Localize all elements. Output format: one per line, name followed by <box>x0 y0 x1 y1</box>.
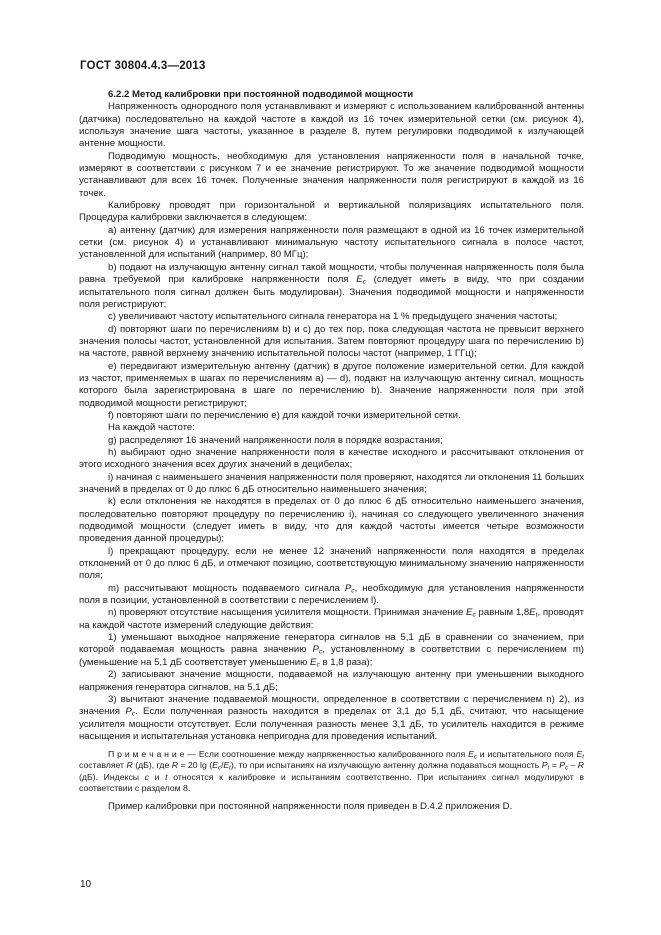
list-item-h: h) выбирают одно значение напряженности поля в качестве исходного и рассчитывают отклонения от этого исходного значения всех других значений в децибелах; <box>79 446 584 471</box>
list-item-c: с) увеличивают частоту испытательного сигнала генератора на 1 % предыдущего значения частоты; <box>108 311 558 323</box>
list-item-m: m) рассчитывают мощность подаваемого сигнала $P_c$, необходимую для установления напряженности поля в позиции, установленной в соответствии с перечислением l). <box>79 582 584 607</box>
list-item-d: d) повторяют шаги по перечислениям b) и c) до тех пор, пока следующая частота не превысит верхнего значения полосы частот, установленной для испытания. Затем повторяют процедуру шага по перечислению b) на частоте, равной верхнему значению испытательной полосы частот (например, 1 ГГц); <box>79 323 584 360</box>
document-header: ГОСТ 30804.4.3—2013 <box>80 60 206 72</box>
list-item-e: е) передвигают измерительную антенну (датчик) в другое положение измерительной сетки. Для каждой из частот, применяемых в шагах по перечислениям а) — d), подают на излучающую антенну сигнал, мощность которого была зарегистрирована в шаге по перечислению b). Значение напряженности поля при этой подводимой мощности регистрируют; <box>79 360 584 409</box>
note-label: П р и м е ч а н и е <box>108 749 185 760</box>
page-number: 10 <box>80 879 92 890</box>
list-item-l: l) прекращают процедуру, если не менее 12 значений напряженности поля находятся в пределах отклонений от 0 до плюс 6 дБ, и отмечают позицию, соответствующую минимальному значению напряженности поля; <box>79 545 584 582</box>
list-item-n: n) проверяют отсутствие насыщения усилителя мощности. Принимая значение $E_c$ равным $1,8E_t$, проводят на каждой частоте измерений следующие действия: <box>79 607 584 631</box>
list-item-b: b) подают на излучающую антенну сигнал такой мощности, чтобы полученная напряженность поля была равна требуемой при калибровке напряженности поля $E_c$ (следует иметь в виду, что при создании испытательного поля сигнал должен быть модулирован). Значения подводимой мощности и напряженности поля регистрируют; <box>79 261 585 310</box>
paragraph-1: Напряженность однородного поля устанавливают и измеряют с использованием калиброванной антенны (датчика) последовательно на каждой частоте в каждой из 16 точек измерительной сетки (см. рисунок 4), используя значение шага частоты, указанное в разделе 8, путем регулировки подводимой к излучающей антенне мощности. <box>79 101 584 150</box>
section-title: 6.2.2 Метод калибровки при постоянной подводимой мощности <box>108 89 414 100</box>
at-each-frequency: На каждой частоте: <box>108 422 195 434</box>
note: П р и м е ч а н и е — Если соотношение между напряженностью калиброванного поля $E_c$ и испытательного поля $E_t$ составляет R (дБ), где R = 20 $\lg (E_c/E_t)$, то при испытаниях на излучающую антенну должна подаваться мощность $P_t = P_c - R$ (дБ). Индексы c и t относятся к калибровке и испытаниям соответственно. При испытаниях сигнал модулируют в соответствии с разделом 8. <box>79 749 585 793</box>
list-item-a: а) антенну (датчик) для измерения напряженности поля размещают в одной из 16 точек измерительной сетки (см. рисунок 4) и устанавливают минимальную частоту испытательного сигнала в полосе частот, установленной для испытаний (например, 80 МГц); <box>79 224 584 261</box>
list-item-i: i) начиная с наименьшего значения напряженности поля проверяют, находятся ли отклонения 11 больших значений в пределах от 0 до плюс 6 дБ относительно наименьшего значения; <box>79 471 584 495</box>
sub-item-n3: 3) вычитают значение подаваемой мощности, определенное в соответствии с перечислением n) 2), из значения $P_c$. Если полученная разность находится в пределах от 3,1 до 5,1 дБ, считают, что насыщение усилителя мощности отсутствует. Если полученная разность менее 3,1 дБ, то усилитель находится в режиме насыщения и испытательная установка непригодна для проведения испытаний. <box>79 693 584 742</box>
list-item-f: f) повторяют шаги по перечислению е) для каждой точки измерительной сетки. <box>108 409 461 421</box>
paragraph-2: Подводимую мощность, необходимую для установления напряженности поля в начальной точке, измеряют в соответствии с рисунком 7 и ее значение регистрируют. То же значение подводимой мощности устанавливают для всех 16 точек. Полученные значения напряженности поля регистрируют в каждой из 16 точек. <box>79 150 584 199</box>
list-item-k: k) если отклонения не находятся в пределах от 0 до плюс 6 дБ относительно наименьшего значения, последовательно повторяют процедуру по перечислению i), начиная со следующего увеличенного значения подводимой мощности (следует иметь в виду, что для каждой частоты имеется четыре возможности проведения данной процедуры); <box>79 496 584 545</box>
sub-item-n2: 2) записывают значение мощности, подаваемой на излучающую антенну при уменьшении выходного напряжения генератора сигналов, на 5,1 дБ; <box>79 669 584 693</box>
list-item-g: g) распределяют 16 значений напряженности поля в порядке возрастания; <box>108 434 443 446</box>
sub-item-n1: 1) уменьшают выходное напряжение генератора сигналов на 5,1 дБ в сравнении со значением, при которой подаваемая мощность равна значению $P_c$, установленному в соответствии с перечислением m) (уменьшение на 5,1 дБ соответствует уменьшению $E_c$ в 1,8 раза); <box>79 632 585 669</box>
final-paragraph: Пример калибровки при постоянной напряженности поля приведен в D.4.2 приложения D. <box>108 801 513 813</box>
document-body <box>79 89 584 813</box>
paragraph-3: Калибровку проводят при горизонтальной и вертикальной поляризациях испытательного поля. Процедура калибровки заключается в следующем: <box>79 200 584 224</box>
